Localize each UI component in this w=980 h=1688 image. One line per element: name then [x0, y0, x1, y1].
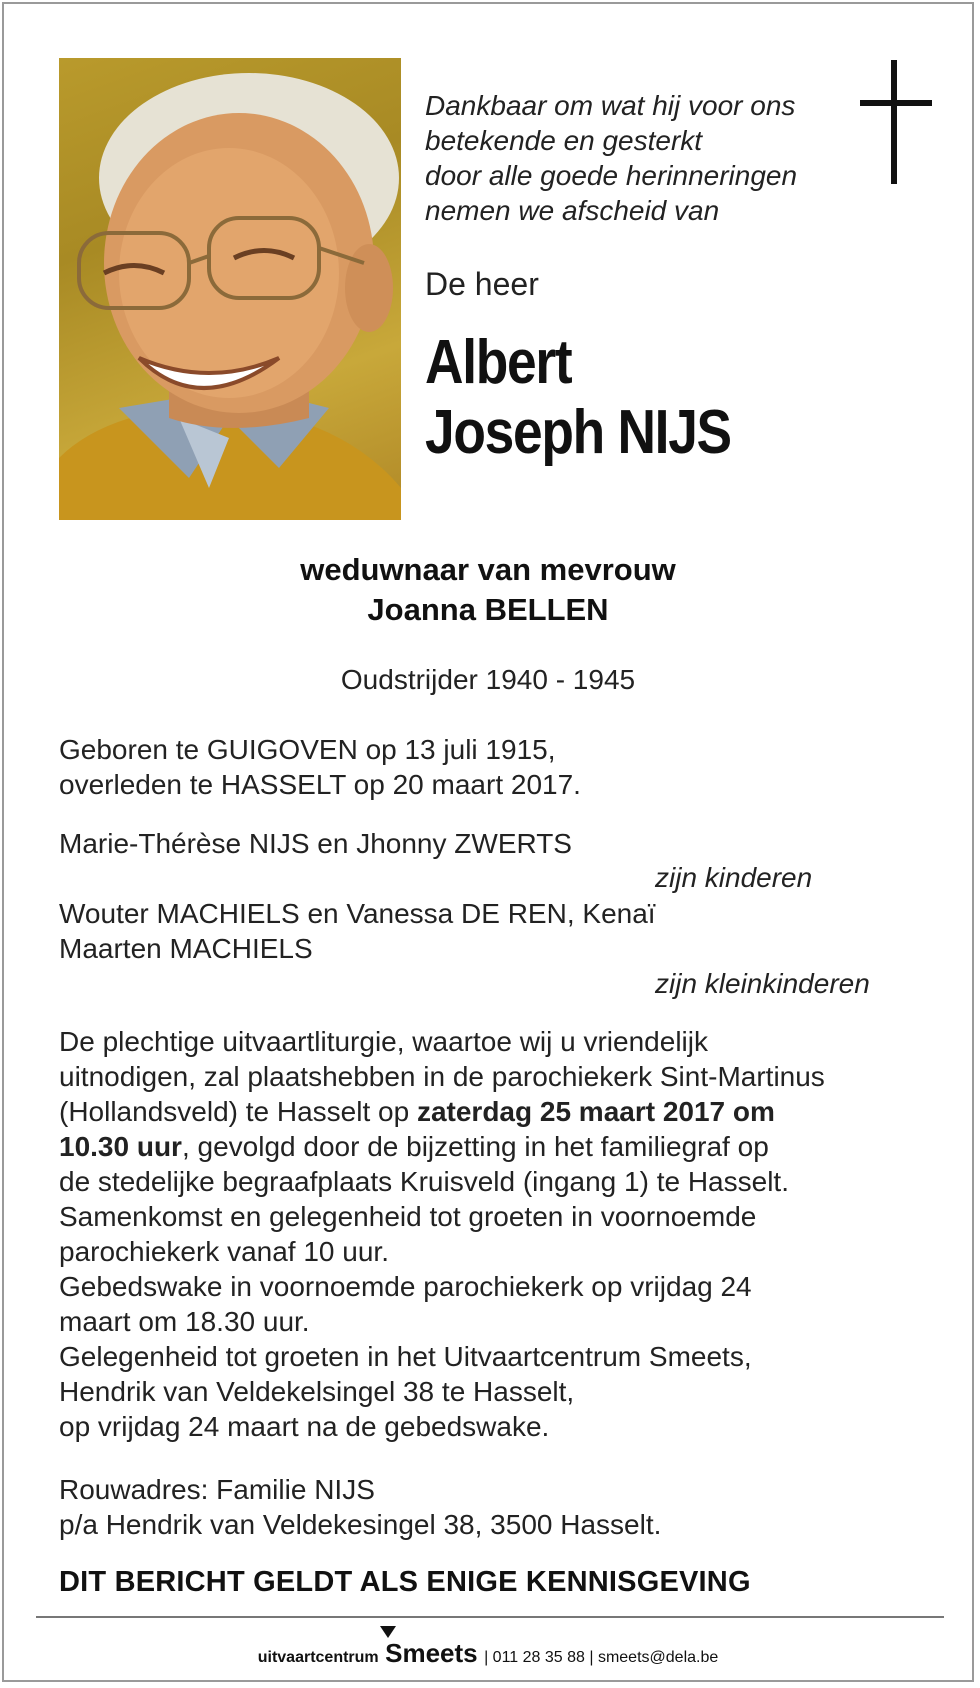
portrait-photo [59, 58, 401, 520]
liturgy-segment: , gevolgd door de bijzetting in het familiegraf op [181, 1131, 769, 1162]
widower-of [0, 550, 976, 630]
footer-brand: Smeets [385, 1638, 478, 1668]
liturgy-line: op vrijdag 24 maart na de gebedswake. [59, 1411, 550, 1442]
liturgy-line: de stedelijke begraafplaats Kruisveld (ingang 1) te Hasselt. [59, 1166, 789, 1197]
footer-email: smeets@dela.be [597, 1649, 719, 1666]
triangle-marker-icon [380, 1626, 396, 1638]
widower-line: weduwnaar van mevrouw [300, 552, 676, 587]
liturgy-line: Gelegenheid tot groeten in het Uitvaartcentrum Smeets, [59, 1341, 752, 1372]
deceased-name [425, 328, 731, 468]
funeral-home-footer [0, 1638, 976, 1669]
liturgy-line: Samenkomst en gelegenheid tot groeten in voornoemde [59, 1201, 757, 1232]
born-line: Geboren te GUIGOVEN op 13 juli 1915, [59, 734, 556, 765]
footer-phone: | 011 28 35 88 | [484, 1649, 594, 1666]
liturgy-line [59, 1129, 825, 1164]
children-names: Marie-Thérèse NIJS en Jhonny ZWERTS [59, 828, 572, 859]
grandchildren-line: Maarten MACHIELS [59, 933, 313, 964]
veteran-note: Oudstrijder 1940 - 1945 [340, 664, 636, 695]
grandchildren-line: Wouter MACHIELS en Vanessa DE REN, Kenaï [59, 898, 656, 929]
liturgy-text [59, 1024, 825, 1444]
footer-divider [36, 1616, 944, 1618]
liturgy-time: 10.30 uur [59, 1131, 182, 1162]
name-first: Albert [425, 328, 572, 397]
sole-notice: DIT BERICHT GELDT ALS ENIGE KENNISGEVING [59, 1566, 751, 1598]
liturgy-line: Gebedswake in voornoemde parochiekerk op vrijdag 24 [59, 1271, 752, 1302]
liturgy-line: uitnodigen, zal plaatshebben in de parochiekerk Sint-Martinus [59, 1061, 825, 1092]
children-label: zijn kinderen [655, 862, 813, 893]
liturgy-date: zaterdag 25 maart 2017 om [416, 1096, 775, 1127]
birth-death [59, 732, 581, 802]
liturgy-line: Hendrik van Veldekelsingel 38 te Hasselt, [59, 1376, 575, 1407]
liturgy-line: maart om 18.30 uur. [59, 1306, 310, 1337]
intro-line: betekende en gesterkt [425, 125, 703, 156]
footer-prefix: uitvaartcentrum [257, 1649, 379, 1666]
address-line: p/a Hendrik van Veldekesingel 38, 3500 Hasselt. [59, 1509, 662, 1540]
liturgy-segment: (Hollandsveld) te Hasselt op [59, 1096, 417, 1127]
portrait-illustration [59, 58, 401, 520]
intro-verse [425, 88, 855, 228]
latin-cross-icon [860, 60, 932, 186]
liturgy-line: parochiekerk vanaf 10 uur. [59, 1236, 389, 1267]
liturgy-line [59, 1094, 825, 1129]
name-rest: Joseph NIJS [425, 398, 731, 467]
liturgy-line: De plechtige uitvaartliturgie, waartoe wij u vriendelijk [59, 1026, 708, 1057]
mourning-address [59, 1472, 661, 1542]
spouse-name: Joanna BELLEN [367, 592, 609, 627]
intro-line: door alle goede herinneringen [425, 160, 798, 191]
intro-line: nemen we afscheid van [425, 195, 720, 226]
honorific: De heer [425, 266, 539, 302]
address-line: Rouwadres: Familie NIJS [59, 1474, 375, 1505]
grandchildren-names [59, 896, 656, 966]
died-line: overleden te HASSELT op 20 maart 2017. [59, 769, 581, 800]
grandchildren-label: zijn kleinkinderen [655, 968, 870, 999]
intro-line: Dankbaar om wat hij voor ons [425, 90, 796, 121]
